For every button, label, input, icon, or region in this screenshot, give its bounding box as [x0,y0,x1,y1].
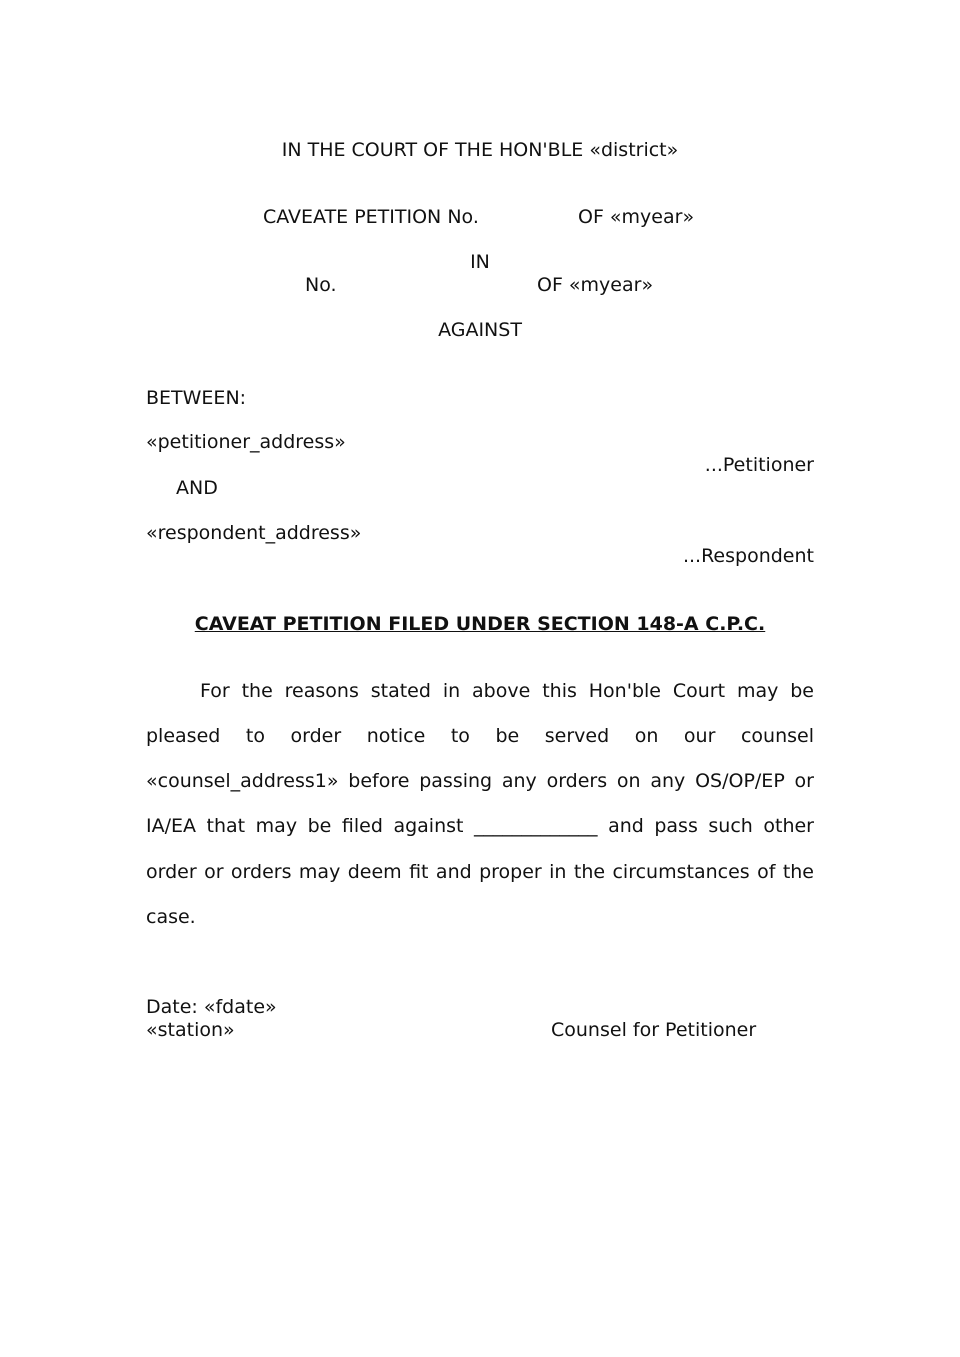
petitioner-address: «petitioner_address» [146,431,346,453]
between-label: BETWEEN: [146,387,247,409]
caveat-year-label: OF «myear» [578,206,695,228]
respondent-address: «respondent_address» [146,522,362,544]
body-line-4-end: and pass such other [608,815,814,837]
body-line-2: pleased to order notice to be served on our counsel [146,725,814,747]
case-number-label: No. [305,274,337,296]
body-line-4-start: IA/EA that may be filed against [146,815,464,837]
body-line-5: order or orders may deem fit and proper in the circumstances of the [146,861,814,883]
body-line-1: For the reasons stated in above this Hon'ble Court may be [200,680,814,702]
station: «station» [146,1019,235,1041]
and-label: AND [176,477,218,499]
petition-title: CAVEAT PETITION FILED UNDER SECTION 148-A C.P.C. [194,613,766,635]
court-heading: IN THE COURT OF THE HON'BLE «district» [281,139,679,161]
body-line-4 [146,814,814,838]
body-line-6: case. [146,906,196,928]
respondent-role: ...Respondent [682,545,814,567]
blank-field: _____________ [474,815,598,837]
caveat-number-label: CAVEATE PETITION No. [263,206,479,228]
body-line-3: «counsel_address1» before passing any orders on any OS/OP/EP or [146,770,814,792]
date-line: Date: «fdate» [146,996,277,1018]
petitioner-role: ...Petitioner [704,454,814,476]
against-label: AGAINST [438,319,522,341]
case-year-label: OF «myear» [537,274,654,296]
signature-label: Counsel for Petitioner [551,1019,757,1041]
in-label: IN [470,251,490,273]
